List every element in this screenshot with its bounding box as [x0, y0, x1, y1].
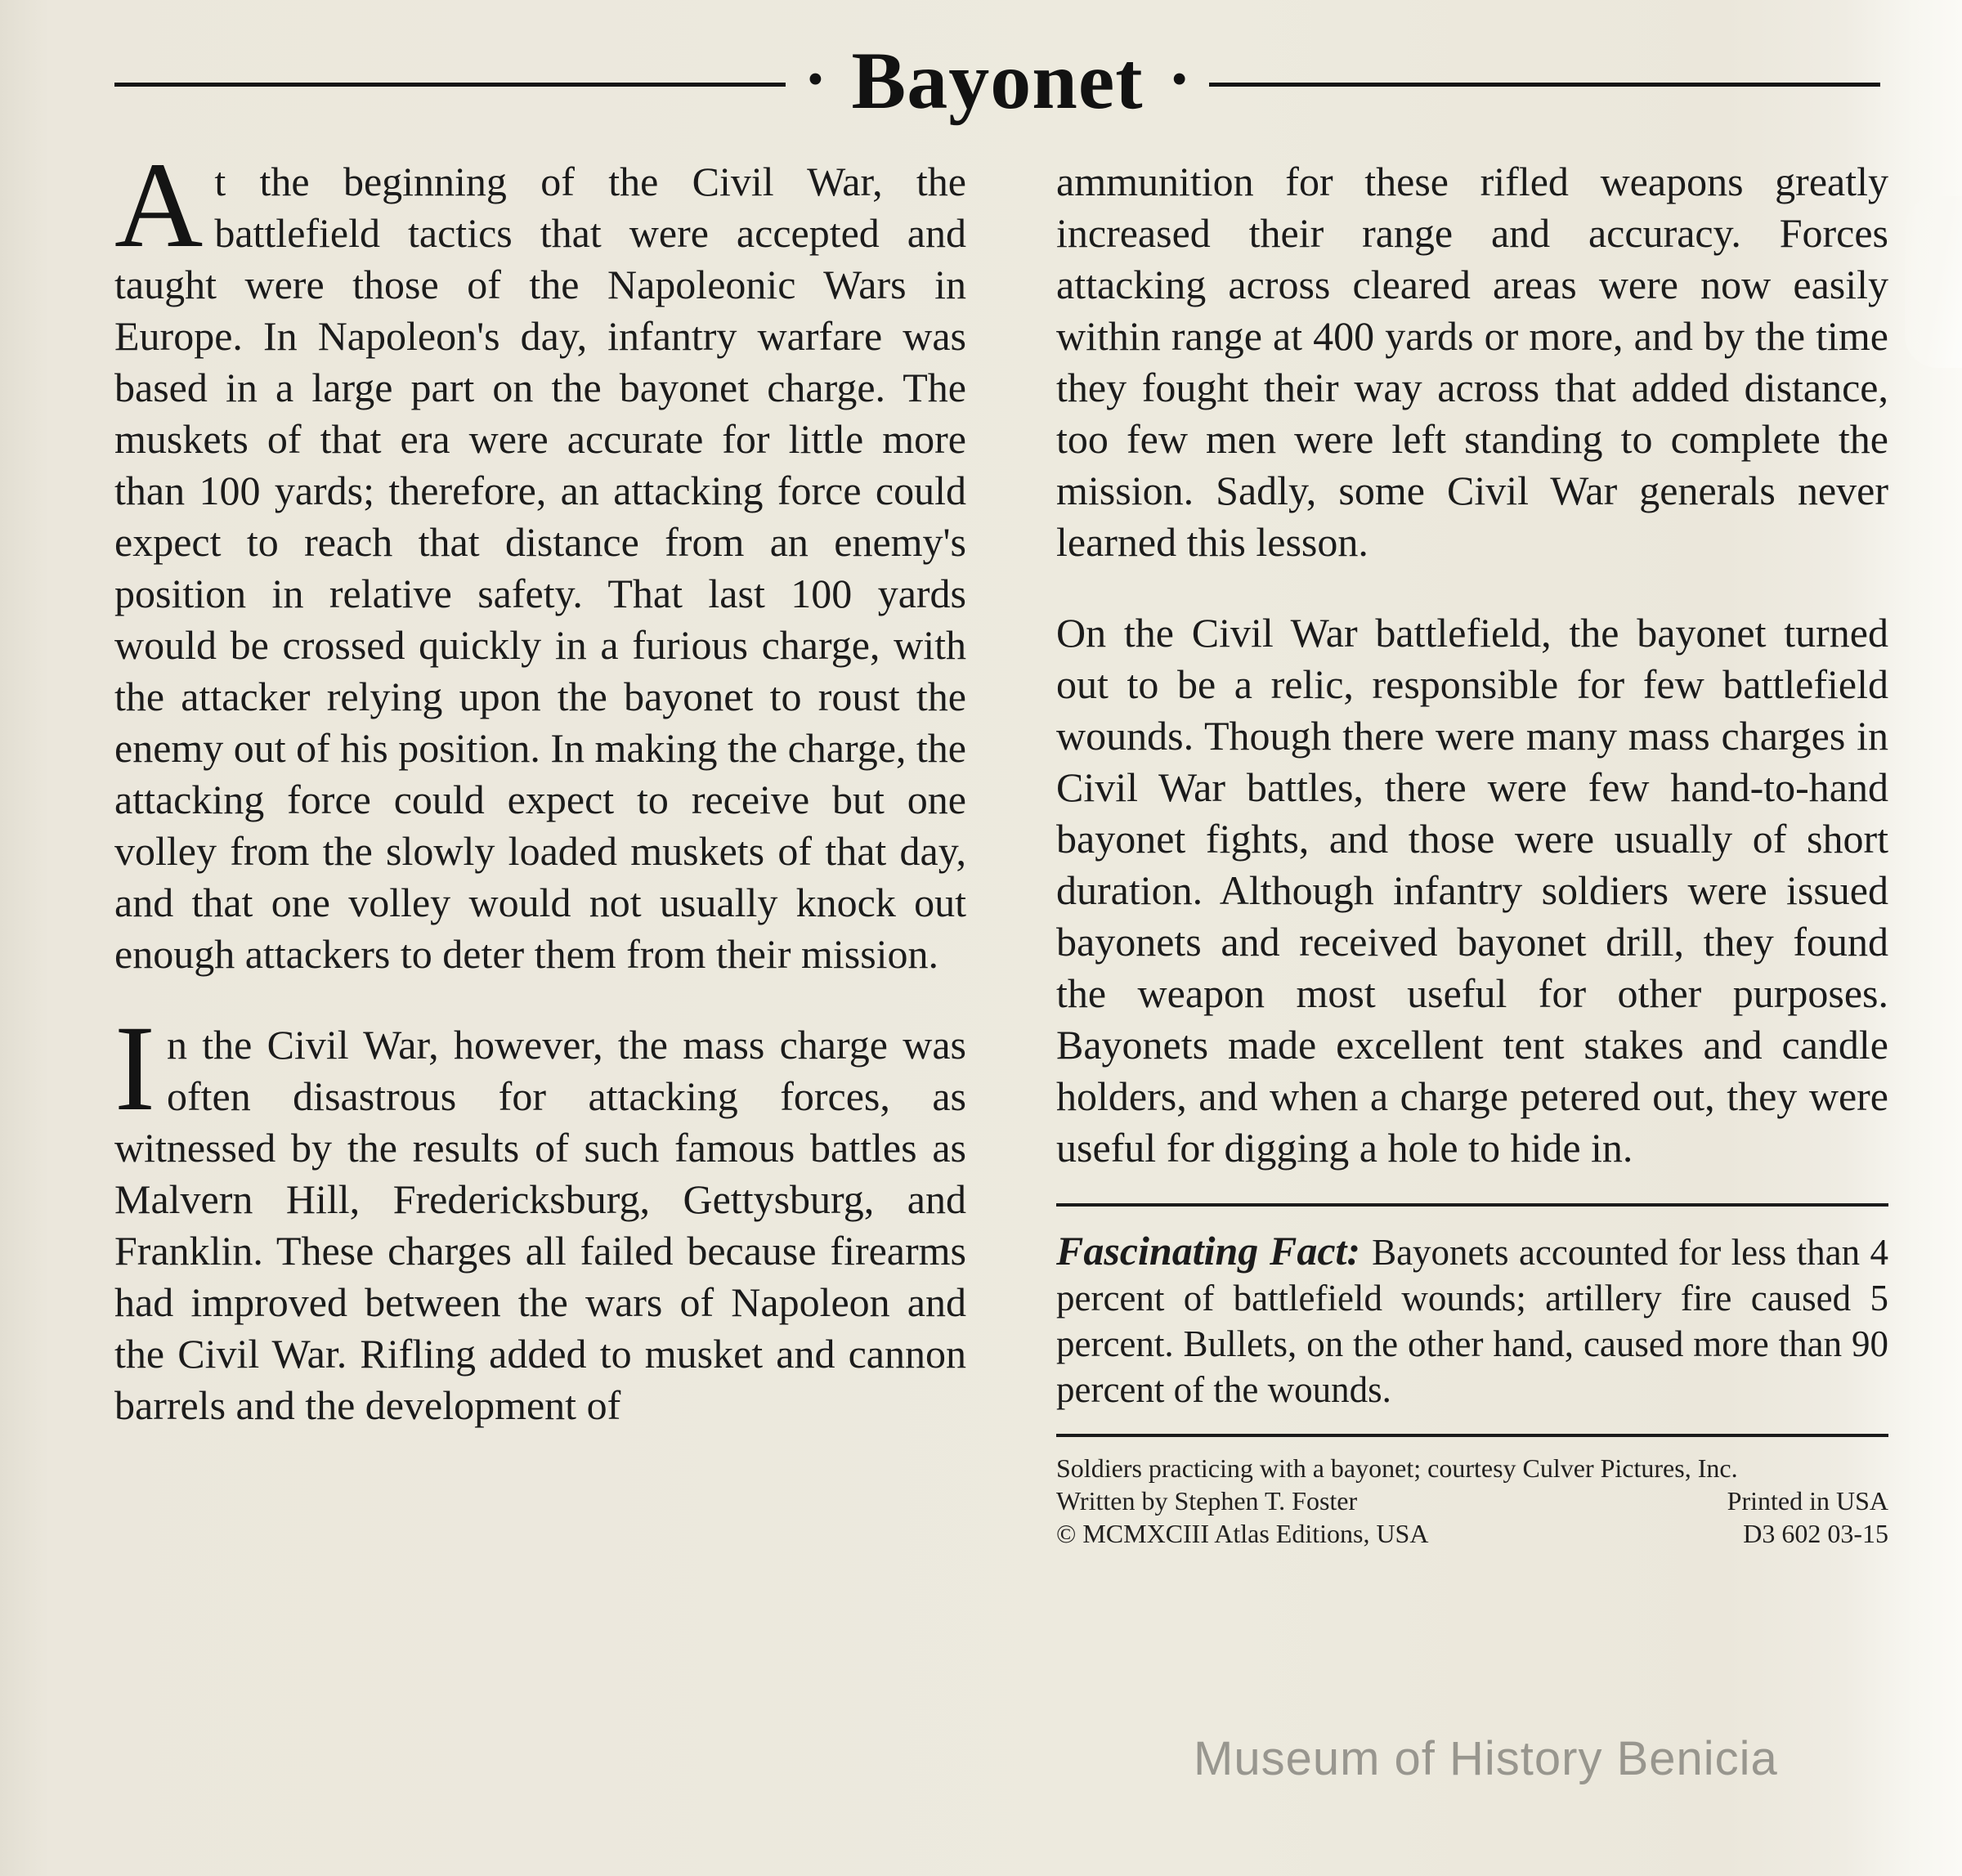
printed-in-label: Printed in USA	[1727, 1486, 1888, 1516]
copyright-notice: © MCMXCIII Atlas Editions, USA	[1056, 1519, 1429, 1548]
fact-divider-bottom	[1056, 1434, 1888, 1437]
paragraph-4: On the Civil War battlefield, the bayonet turned out to be a relic, responsible for few battlefield wounds. Though there were many mass charges in Civil War battles, there were few hand-to-hand bayonet fights, and those were usually of short duration. Although infantry soldiers were issued bayonets and received bayonet drill, they found the weapon most useful for other purposes. Bayonets made excellent tent stakes and candle holders, and when a charge petered out, they were useful for digging a hole to hide in.	[1056, 610, 1888, 1171]
paragraph-2: In the Civil War, however, the mass charge was often disastrous for attacking forces, as witnessed by the results of such famous battles as Malvern Hill, Fredericksburg, Gettysburg, and Franklin. These charges all failed because firearms had improved between the wars of Napoleon and the Civil War. Rifling added to musket and cannon barrels and the development of	[114, 1001, 966, 1428]
masthead	[0, 0, 1962, 132]
title-rule-left	[114, 83, 786, 87]
article-body	[0, 132, 1962, 1550]
paragraph-1: At the beginning of the Civil War, the battlefield tactics that were accepted and taught were those of the Napoleonic Wars in Europe. In Napoleon's day, infantry warfare was based in a large part on the bayonet charge. The muskets of that era were accurate for little more than 100 yards; therefore, an attacking force could expect to reach that distance from an enemy's position in relative safety. That last 100 yards would be crossed quickly in a furious charge, with the attacker relying upon the bayonet to roust the enemy out of his position. In making the charge, the attacking force could expect to receive but one volley from the slowly loaded muskets of that day, and that one volley would not usually knock out enough attackers to deter them from their mission.	[114, 137, 966, 977]
paper-tear-artifact	[1905, 196, 1962, 368]
item-code: D3 602 03-15	[1743, 1519, 1888, 1548]
watermark-text: Museum of History Benicia	[1194, 1732, 1778, 1785]
paragraph-3: ammunition for these rifled weapons greatly increased their range and accuracy. Forces attacking across cleared areas were now easily within range at 400 yards or more, and by the time they fought their way across that added distance, too few men were left standing to complete the mission. Sadly, some Civil War generals never learned this lesson.	[1056, 159, 1888, 565]
fascinating-fact	[1056, 1228, 1888, 1413]
right-column	[1056, 156, 1888, 1550]
photo-credit: Soldiers practicing with a bayonet; courtesy Culver Pictures, Inc.	[1056, 1453, 1738, 1483]
author-credit: Written by Stephen T. Foster	[1056, 1486, 1358, 1516]
fact-divider-top	[1056, 1203, 1888, 1207]
credit-row-copyright	[1056, 1517, 1888, 1550]
left-column	[114, 137, 966, 1550]
fact-label: Fascinating Fact:	[1056, 1228, 1361, 1274]
page-title: Bayonet	[851, 35, 1144, 126]
credits-block	[1056, 1452, 1888, 1550]
credit-row-author	[1056, 1484, 1888, 1517]
fact-text: Bayonets accounted for less than 4 percent of battlefield wounds; artillery fire caused 5 percent. Bullets, on the other hand, caused more than 90 percent of the wounds.	[1056, 1232, 1889, 1410]
title-rule-right	[1209, 83, 1880, 87]
title-bullet-right: •	[1171, 51, 1188, 105]
title-bullet-left: •	[807, 51, 824, 105]
